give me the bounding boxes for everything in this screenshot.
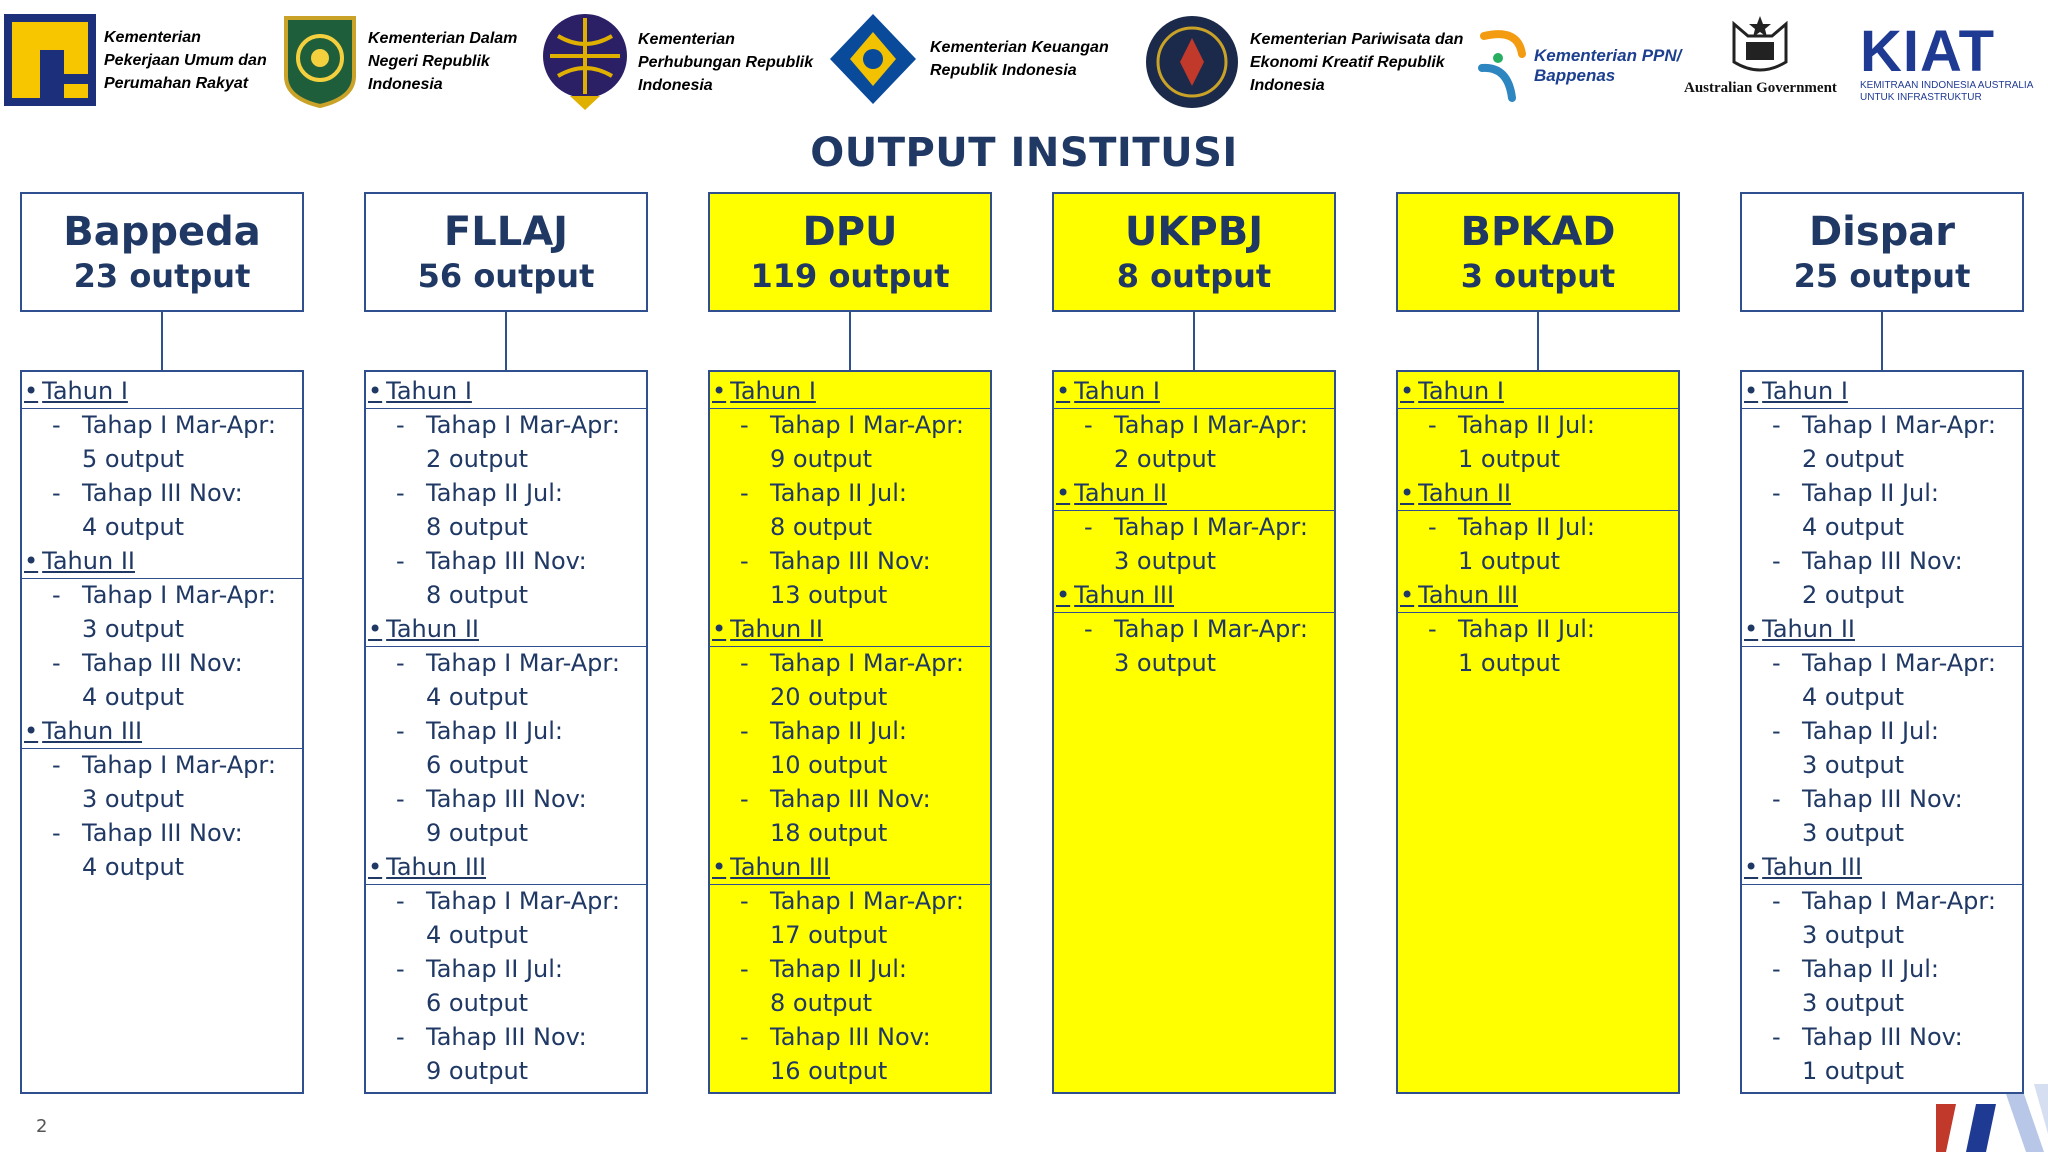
year-item: [22, 714, 304, 749]
institution-output-count: 56 output: [417, 257, 595, 295]
stage-item: [1742, 408, 2022, 476]
stage-value: 4 output: [1802, 513, 1905, 541]
stage-value: 3 output: [1802, 921, 1905, 949]
stage-label: Tahap II Jul:: [1802, 955, 1940, 983]
stage-value: 3 output: [82, 785, 185, 813]
stage-value: 2 output: [1802, 445, 1905, 473]
dash-icon: -: [740, 717, 749, 745]
dash-icon: -: [1084, 411, 1093, 439]
stage-value: 8 output: [770, 513, 873, 541]
dash-icon: -: [1772, 717, 1781, 745]
bullet-icon: •: [1056, 377, 1071, 405]
connector-line: [505, 312, 507, 370]
stage-item: [1398, 612, 1678, 680]
dash-icon: -: [740, 955, 749, 983]
year-label: Tahun I: [730, 377, 816, 405]
stage-label: Tahap I Mar-Apr:: [1802, 649, 1996, 677]
institution-output-count: 8 output: [1116, 257, 1272, 295]
kemenhub-caption: Kementerian Perhubungan Republik Indonesia: [638, 30, 814, 94]
kemenhub-logo: [540, 12, 630, 112]
year-item: [1742, 612, 2024, 647]
dash-icon: -: [396, 717, 405, 745]
bullet-icon: •: [24, 377, 39, 405]
stage-label: Tahap I Mar-Apr:: [770, 649, 964, 677]
year-label: Tahun II: [730, 615, 823, 643]
stage-label: Tahap I Mar-Apr:: [1114, 615, 1308, 643]
institution-name: FLLAJ: [443, 209, 569, 255]
stage-item: [710, 714, 990, 782]
stage-item: [366, 782, 646, 850]
institution-name: UKPBJ: [1124, 209, 1264, 255]
stage-item: [710, 544, 990, 612]
dash-icon: -: [1772, 411, 1781, 439]
institution-schedule-fllaj: [364, 370, 648, 1094]
year-item: [366, 374, 648, 409]
stage-value: 4 output: [1802, 683, 1905, 711]
year-item: [710, 612, 992, 647]
stage-label: Tahap III Nov:: [426, 785, 587, 813]
stage-label: Tahap II Jul:: [770, 955, 908, 983]
page-title: OUTPUT INSTITUSI: [810, 130, 1238, 176]
dash-icon: -: [1428, 615, 1437, 643]
institution-name: DPU: [802, 209, 898, 255]
kemenparekraf-logo: [1144, 14, 1240, 110]
stage-label: Tahap I Mar-Apr:: [1802, 887, 1996, 915]
stage-item: [22, 646, 302, 714]
stage-label: Tahap II Jul:: [1802, 717, 1940, 745]
dash-icon: -: [52, 411, 61, 439]
stage-item: [1742, 646, 2022, 714]
stage-value: 2 output: [426, 445, 529, 473]
connector-line: [849, 312, 851, 370]
pupr-logo-block: [4, 14, 267, 106]
stage-item: [22, 476, 302, 544]
stage-item: [22, 816, 302, 884]
dash-icon: -: [740, 479, 749, 507]
institution-name: Bappeda: [63, 209, 261, 255]
stage-label: Tahap II Jul:: [426, 479, 564, 507]
stage-value: 1 output: [1458, 649, 1561, 677]
kemenparekraf-caption: Kementerian Pariwisata dan Ekonomi Kreatif Republik Indonesia: [1250, 30, 1464, 94]
year-label: Tahun II: [1762, 615, 1855, 643]
stage-value: 4 output: [82, 853, 185, 881]
dash-icon: -: [52, 751, 61, 779]
institution-schedule-bappeda: [20, 370, 304, 1094]
kemendagri-logo: [282, 14, 358, 108]
stage-item: [1054, 510, 1334, 578]
year-label: Tahun II: [1074, 479, 1167, 507]
bullet-icon: •: [712, 377, 727, 405]
stage-item: [710, 408, 990, 476]
pupr-caption: Kementerian Pekerjaan Umum dan Perumahan Rakyat: [104, 28, 267, 92]
bullet-icon: •: [712, 853, 727, 881]
bullet-icon: •: [1056, 479, 1071, 507]
stage-value: 3 output: [1114, 649, 1217, 677]
stage-label: Tahap II Jul:: [770, 717, 908, 745]
page-number: 2: [36, 1116, 48, 1137]
stage-item: [22, 748, 302, 816]
dash-icon: -: [1084, 513, 1093, 541]
stage-label: Tahap I Mar-Apr:: [1802, 411, 1996, 439]
stage-label: Tahap III Nov:: [82, 649, 243, 677]
stage-value: 4 output: [426, 921, 529, 949]
year-item: [1054, 374, 1336, 409]
year-item: [1398, 374, 1680, 409]
stage-label: Tahap III Nov:: [770, 1023, 931, 1051]
stage-item: [1398, 510, 1678, 578]
bullet-icon: •: [368, 377, 383, 405]
institution-schedule-ukpbj: [1052, 370, 1336, 1094]
year-label: Tahun II: [42, 547, 135, 575]
connector-line: [161, 312, 163, 370]
institution-header-dispar: [1740, 192, 2024, 312]
stage-item: [1742, 714, 2022, 782]
stage-value: 3 output: [82, 615, 185, 643]
bappenas-caption: Kementerian PPN/ Bappenas: [1534, 46, 1682, 85]
stage-value: 17 output: [770, 921, 888, 949]
dash-icon: -: [396, 785, 405, 813]
stage-item: [710, 1020, 990, 1088]
bullet-icon: •: [1400, 581, 1415, 609]
stage-label: Tahap III Nov:: [82, 479, 243, 507]
stage-value: 9 output: [426, 819, 529, 847]
stage-value: 3 output: [1802, 819, 1905, 847]
bullet-icon: •: [24, 717, 39, 745]
year-label: Tahun III: [386, 853, 487, 881]
stage-label: Tahap II Jul:: [1458, 513, 1596, 541]
dash-icon: -: [396, 547, 405, 575]
stage-item: [1742, 884, 2022, 952]
bullet-icon: •: [1744, 377, 1759, 405]
stage-value: 1 output: [1458, 547, 1561, 575]
stage-value: 8 output: [426, 513, 529, 541]
stage-item: [710, 476, 990, 544]
stage-value: 4 output: [82, 683, 185, 711]
stage-value: 8 output: [426, 581, 529, 609]
stage-label: Tahap II Jul:: [426, 955, 564, 983]
stage-item: [366, 1020, 646, 1088]
dash-icon: -: [52, 819, 61, 847]
pupr-logo: [4, 14, 96, 106]
year-item: [710, 850, 992, 885]
year-label: Tahun II: [1418, 479, 1511, 507]
bullet-icon: •: [1056, 581, 1071, 609]
bullet-icon: •: [712, 615, 727, 643]
stage-value: 2 output: [1802, 581, 1905, 609]
stage-item: [366, 408, 646, 476]
stage-label: Tahap II Jul:: [1458, 411, 1596, 439]
institution-schedule-dispar: [1740, 370, 2024, 1094]
bullet-icon: •: [1744, 853, 1759, 881]
year-item: [22, 544, 304, 579]
connector-line: [1537, 312, 1539, 370]
kemenkeu-caption: Kementerian Keuangan Republik Indonesia: [930, 39, 1109, 79]
stage-value: 9 output: [426, 1057, 529, 1085]
stage-value: 6 output: [426, 989, 529, 1017]
decorative-stripes: [1936, 1064, 2048, 1152]
stage-value: 10 output: [770, 751, 888, 779]
stage-value: 18 output: [770, 819, 888, 847]
dash-icon: -: [396, 887, 405, 915]
dash-icon: -: [740, 785, 749, 813]
stage-item: [366, 646, 646, 714]
institution-output-count: 119 output: [750, 257, 950, 295]
dash-icon: -: [1772, 887, 1781, 915]
stage-item: [1054, 408, 1334, 476]
dash-icon: -: [1772, 785, 1781, 813]
stage-label: Tahap III Nov:: [770, 785, 931, 813]
year-item: [1054, 476, 1336, 511]
stage-label: Tahap II Jul:: [1802, 479, 1940, 507]
bullet-icon: •: [368, 615, 383, 643]
stage-value: 13 output: [770, 581, 888, 609]
stage-label: Tahap II Jul:: [770, 479, 908, 507]
stage-value: 2 output: [1114, 445, 1217, 473]
dash-icon: -: [1772, 955, 1781, 983]
dash-icon: -: [396, 955, 405, 983]
kiat-logo-block: [1860, 19, 2034, 104]
stage-label: Tahap I Mar-Apr:: [770, 411, 964, 439]
australian-government-caption: Australian Government: [1684, 80, 1837, 96]
institution-header-fllaj: [364, 192, 648, 312]
stage-item: [1398, 408, 1678, 476]
stage-value: 16 output: [770, 1057, 888, 1085]
bullet-icon: •: [1744, 615, 1759, 643]
stage-label: Tahap III Nov:: [1802, 785, 1963, 813]
institution-schedule-dpu: [708, 370, 992, 1094]
bappenas-logo: [1478, 28, 1530, 104]
stage-item: [1742, 952, 2022, 1020]
bappenas-logo-block: [1478, 28, 1681, 104]
dash-icon: -: [1772, 1023, 1781, 1051]
dash-icon: -: [1428, 513, 1437, 541]
dash-icon: -: [740, 1023, 749, 1051]
stage-item: [710, 884, 990, 952]
dash-icon: -: [396, 1023, 405, 1051]
stage-value: 8 output: [770, 989, 873, 1017]
stage-label: Tahap II Jul:: [426, 717, 564, 745]
year-item: [1398, 476, 1680, 511]
stage-item: [22, 578, 302, 646]
stage-value: 9 output: [770, 445, 873, 473]
year-label: Tahun III: [1418, 581, 1519, 609]
dash-icon: -: [1084, 615, 1093, 643]
stage-item: [1742, 476, 2022, 544]
dash-icon: -: [740, 411, 749, 439]
stage-value: 3 output: [1802, 751, 1905, 779]
institution-header-bappeda: [20, 192, 304, 312]
kemenkeu-logo: [826, 12, 920, 106]
stage-value: 4 output: [426, 683, 529, 711]
institution-name: Dispar: [1808, 209, 1956, 255]
stage-label: Tahap I Mar-Apr:: [1114, 513, 1308, 541]
connector-line: [1193, 312, 1195, 370]
year-item: [710, 374, 992, 409]
dash-icon: -: [396, 649, 405, 677]
institution-output-count: 3 output: [1460, 257, 1616, 295]
kemenkeu-logo-block: [826, 12, 1109, 106]
stage-label: Tahap III Nov:: [1802, 547, 1963, 575]
stage-label: Tahap I Mar-Apr:: [770, 887, 964, 915]
kiat-subcaption: KEMITRAAN INDONESIA AUSTRALIA UNTUK INFRASTRUKTUR: [1860, 80, 2034, 103]
year-label: Tahun III: [42, 717, 143, 745]
connector-line: [1881, 312, 1883, 370]
stage-label: Tahap I Mar-Apr:: [1114, 411, 1308, 439]
year-label: Tahun I: [386, 377, 472, 405]
kemendagri-logo-block: [282, 14, 517, 108]
stage-value: 5 output: [82, 445, 185, 473]
year-label: Tahun III: [730, 853, 831, 881]
stage-item: [22, 408, 302, 476]
australian-government-logo-block: [1684, 16, 1837, 97]
australian-government-logo: [1716, 16, 1804, 80]
institution-header-ukpbj: [1052, 192, 1336, 312]
stage-item: [366, 714, 646, 782]
stage-item: [710, 952, 990, 1020]
stage-value: 1 output: [1802, 1057, 1905, 1085]
stage-label: Tahap I Mar-Apr:: [82, 751, 276, 779]
dash-icon: -: [396, 479, 405, 507]
dash-icon: -: [52, 479, 61, 507]
stage-item: [1054, 612, 1334, 680]
stage-label: Tahap I Mar-Apr:: [426, 887, 620, 915]
stage-item: [710, 782, 990, 850]
year-item: [22, 374, 304, 409]
stage-label: Tahap III Nov:: [1802, 1023, 1963, 1051]
dash-icon: -: [740, 649, 749, 677]
institution-header-dpu: [708, 192, 992, 312]
stage-value: 3 output: [1802, 989, 1905, 1017]
kemendagri-caption: Kementerian Dalam Negeri Republik Indonesia: [368, 29, 518, 93]
stage-label: Tahap II Jul:: [1458, 615, 1596, 643]
bullet-icon: •: [1400, 377, 1415, 405]
stage-label: Tahap III Nov:: [426, 547, 587, 575]
dash-icon: -: [1772, 479, 1781, 507]
institution-output-count: 23 output: [73, 257, 251, 295]
kemenparekraf-logo-block: [1144, 14, 1463, 110]
stage-label: Tahap III Nov:: [82, 819, 243, 847]
dash-icon: -: [740, 547, 749, 575]
institution-output-count: 25 output: [1793, 257, 1971, 295]
year-item: [1742, 850, 2024, 885]
stage-item: [366, 544, 646, 612]
stage-item: [1742, 782, 2022, 850]
dash-icon: -: [52, 649, 61, 677]
year-label: Tahun I: [1762, 377, 1848, 405]
institution-schedule-bpkad: [1396, 370, 1680, 1094]
stage-label: Tahap I Mar-Apr:: [82, 411, 276, 439]
year-label: Tahun II: [386, 615, 479, 643]
stage-label: Tahap I Mar-Apr:: [82, 581, 276, 609]
stage-item: [1742, 544, 2022, 612]
bullet-icon: •: [368, 853, 383, 881]
dash-icon: -: [740, 887, 749, 915]
year-item: [366, 612, 648, 647]
institution-name: BPKAD: [1460, 209, 1616, 255]
stage-value: 20 output: [770, 683, 888, 711]
year-label: Tahun III: [1762, 853, 1863, 881]
stage-label: Tahap I Mar-Apr:: [426, 649, 620, 677]
stage-value: 1 output: [1458, 445, 1561, 473]
year-item: [1054, 578, 1336, 613]
year-label: Tahun I: [1418, 377, 1504, 405]
kemenhub-logo-block: [540, 12, 813, 112]
institution-header-bpkad: [1396, 192, 1680, 312]
year-item: [1398, 578, 1680, 613]
stage-value: 6 output: [426, 751, 529, 779]
dash-icon: -: [1772, 547, 1781, 575]
dash-icon: -: [396, 411, 405, 439]
stage-item: [366, 884, 646, 952]
dash-icon: -: [1428, 411, 1437, 439]
year-label: Tahun I: [42, 377, 128, 405]
dash-icon: -: [52, 581, 61, 609]
stage-label: Tahap III Nov:: [770, 547, 931, 575]
stage-label: Tahap III Nov:: [426, 1023, 587, 1051]
dash-icon: -: [1772, 649, 1781, 677]
stage-item: [366, 952, 646, 1020]
stage-item: [366, 476, 646, 544]
year-label: Tahun I: [1074, 377, 1160, 405]
stage-value: 3 output: [1114, 547, 1217, 575]
kiat-logo: KIAT: [1860, 19, 1996, 84]
bullet-icon: •: [24, 547, 39, 575]
stage-value: 4 output: [82, 513, 185, 541]
year-label: Tahun III: [1074, 581, 1175, 609]
bullet-icon: •: [1400, 479, 1415, 507]
year-item: [366, 850, 648, 885]
year-item: [1742, 374, 2024, 409]
logo-strip: [0, 0, 2048, 120]
stage-label: Tahap I Mar-Apr:: [426, 411, 620, 439]
stage-item: [710, 646, 990, 714]
